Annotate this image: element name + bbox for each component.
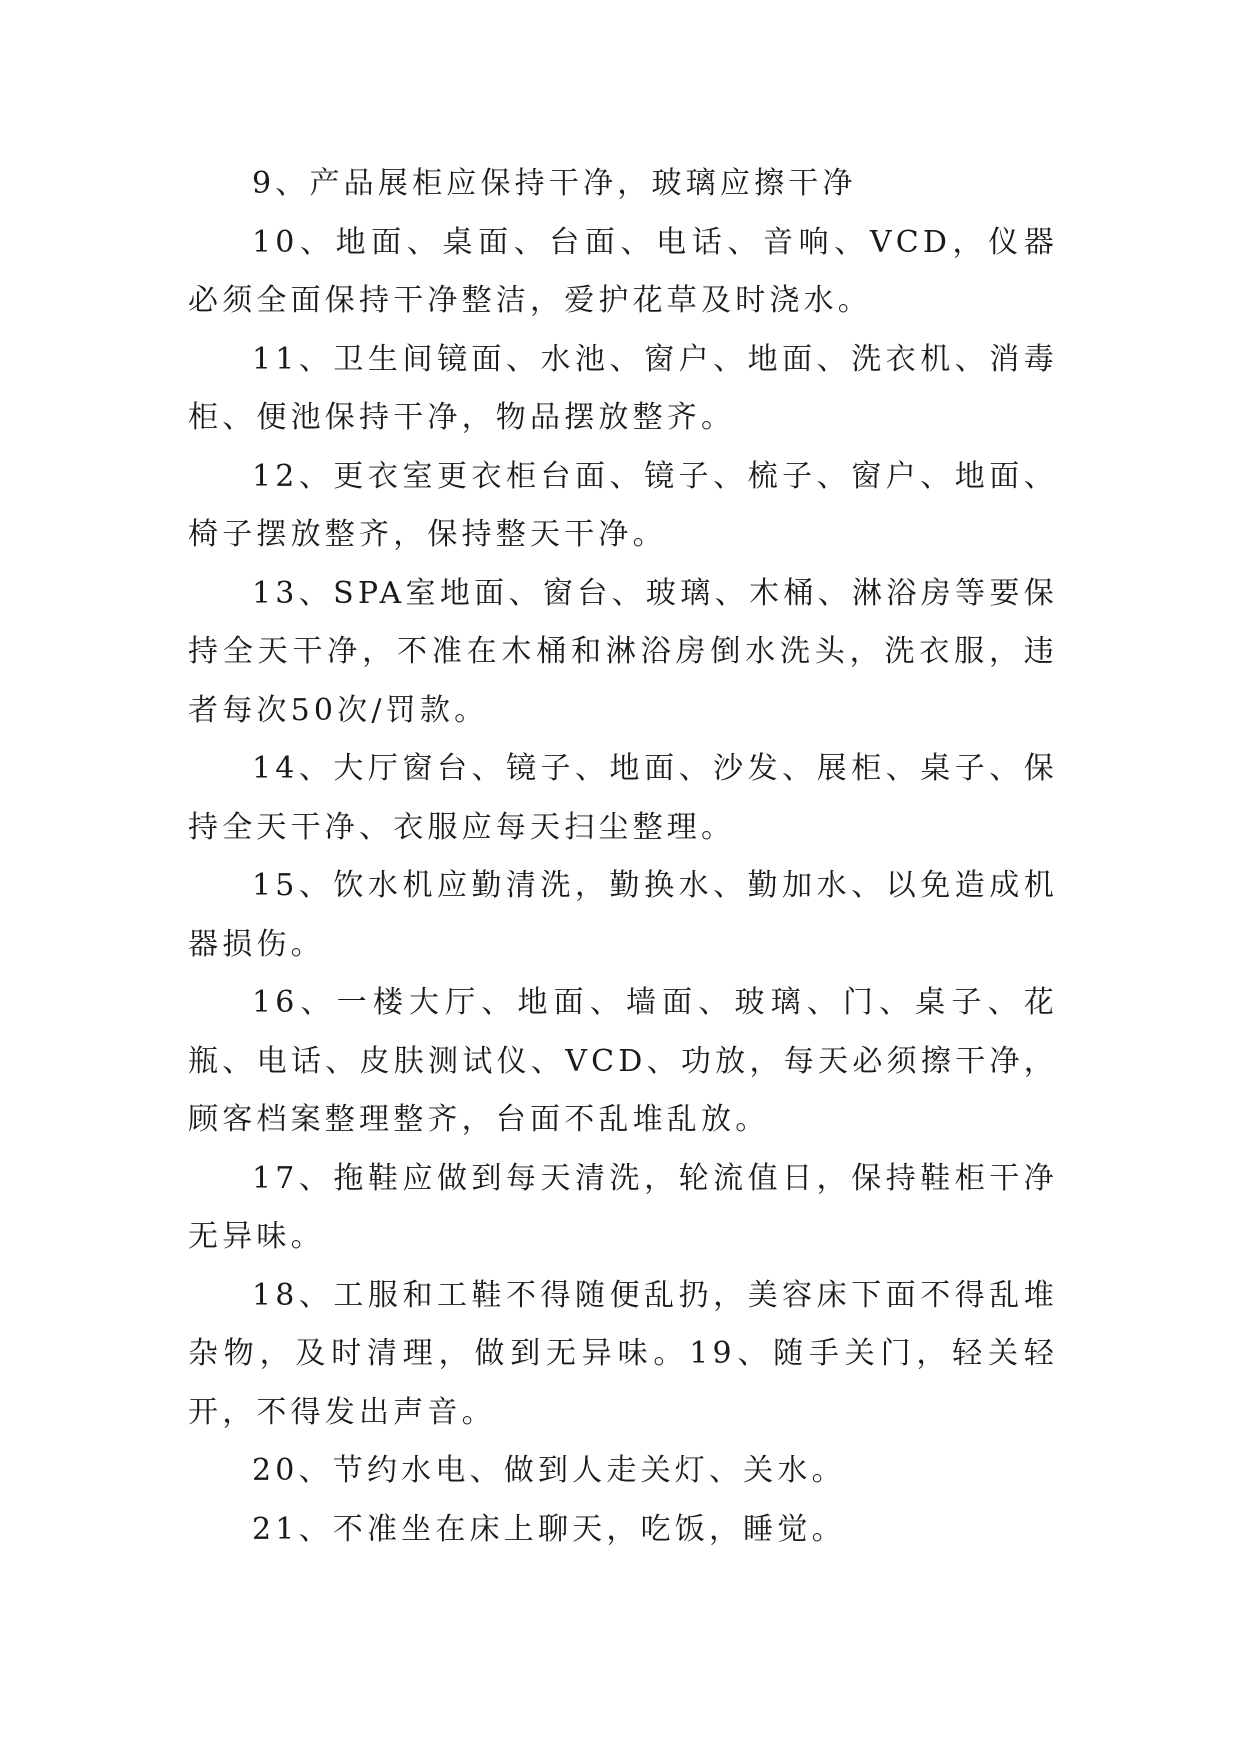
rule-paragraph-20: 20、节约水电、做到人走关灯、关水。	[252, 1453, 846, 1488]
rule-paragraph-11: 11、卫生间镜面、水池、窗户、地面、洗衣机、消毒柜、便池保持干净，物品摆放整齐。	[188, 341, 1058, 435]
rule-paragraph-13: 13、SPA室地面、窗台、玻璃、木桶、淋浴房等要保持全天干净，不准在木桶和淋浴房倒水洗头，洗衣服，违者每次50次/罚款。	[188, 575, 1058, 728]
rule-paragraph-9: 9、产品展柜应保持干净，玻璃应擦干净	[252, 166, 857, 201]
rule-paragraph-15: 15、饮水机应勤清洗，勤换水、勤加水、以免造成机器损伤。	[188, 868, 1058, 962]
rule-paragraph-16: 16、一楼大厅、地面、墙面、玻璃、门、桌子、花瓶、电话、皮肤测试仪、VCD、功放，每天必须擦干净，顾客档案整理整齐，台面不乱堆乱放。	[188, 985, 1058, 1137]
rule-paragraph-12: 12、更衣室更衣柜台面、镜子、梳子、窗户、地面、椅子摆放整齐，保持整天干净。	[188, 458, 1058, 552]
rule-paragraph-21: 21、不准坐在床上聊天，吃饭，睡觉。	[252, 1511, 846, 1547]
document-body	[188, 155, 1058, 1559]
rule-paragraph-17: 17、拖鞋应做到每天清洗，轮流值日，保持鞋柜干净无异味。	[188, 1160, 1058, 1254]
rule-paragraph-10: 10、地面、桌面、台面、电话、音响、VCD，仪器必须全面保持干净整洁，爱护花草及时浇水。	[188, 224, 1058, 318]
rule-paragraph-18-19: 18、工服和工鞋不得随便乱扔，美容床下面不得乱堆杂物，及时清理，做到无异味。19、随手关门，轻关轻开，不得发出声音。	[188, 1277, 1058, 1430]
rule-paragraph-14: 14、大厅窗台、镜子、地面、沙发、展柜、桌子、保持全天干净、衣服应每天扫尘整理。	[188, 751, 1058, 845]
